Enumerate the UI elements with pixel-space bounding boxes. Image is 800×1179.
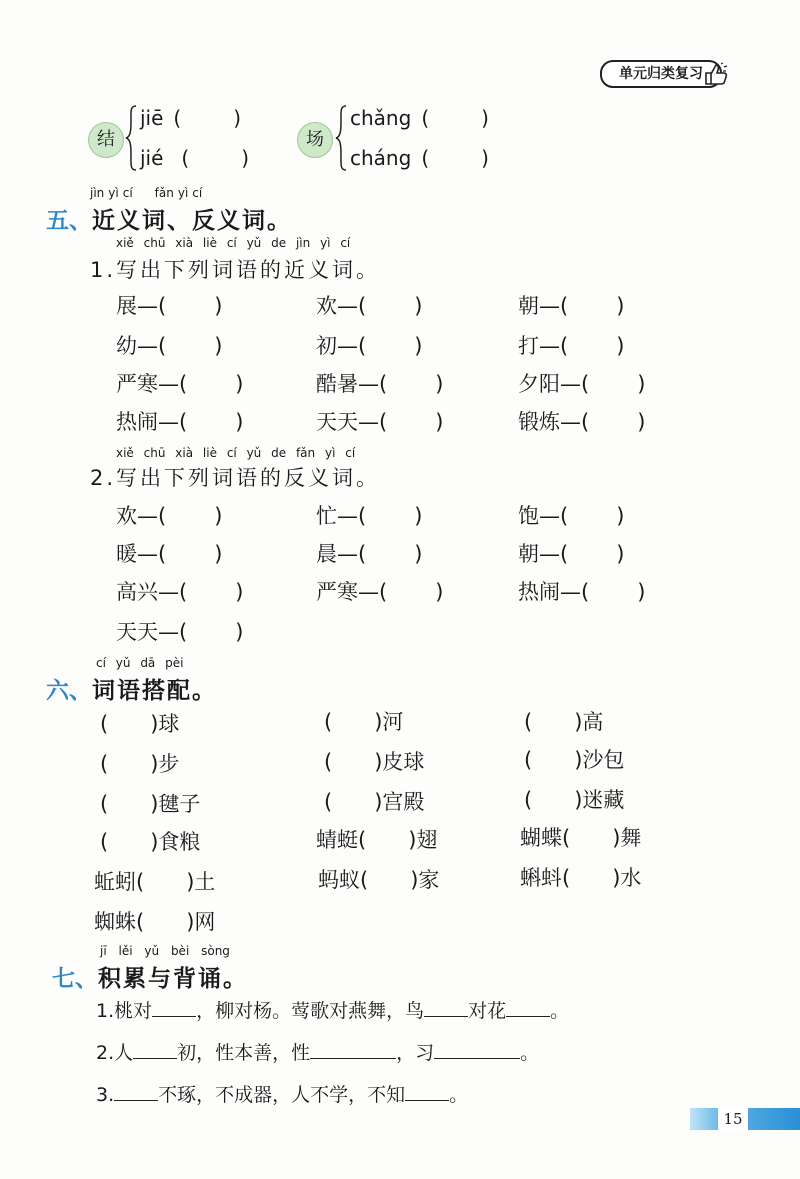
exercise-item[interactable]: 锻炼—( ) — [518, 410, 646, 434]
section-title: 近义词、反义词。 — [92, 208, 292, 234]
exercise-item[interactable]: 蝌蚪( )水 — [520, 866, 642, 890]
exercise-item[interactable]: ( )皮球 — [324, 750, 425, 774]
pinyin-annotation: jī lěi yǔ bèi sòng — [100, 944, 230, 958]
exercise-item[interactable]: 蜻蜓( )翅 — [316, 828, 438, 852]
exercise-item[interactable]: 严寒—( ) — [116, 372, 244, 396]
section-number: 六、 — [46, 678, 92, 704]
exercise-item[interactable]: 打—( ) — [518, 334, 625, 358]
fill-blank[interactable] — [434, 1038, 520, 1059]
exercise-item[interactable]: ( )步 — [100, 752, 180, 776]
exercise-item[interactable]: 天天—( ) — [116, 620, 244, 644]
reading-text: jiē — [140, 106, 164, 130]
pinyin-reading: cháng ( ) — [350, 146, 489, 170]
exercise-item[interactable]: 蝴蝶( )舞 — [520, 826, 642, 850]
recitation-line[interactable]: 3. 不琢，不成器，人不学，不知 。 — [96, 1080, 468, 1107]
exercise-item[interactable]: 幼—( ) — [116, 334, 223, 358]
section-5-heading — [46, 202, 292, 235]
page-number: 15 — [718, 1107, 748, 1131]
reading-text: jié — [140, 146, 164, 170]
section-7-heading — [52, 960, 248, 993]
exercise-item[interactable]: 展—( ) — [116, 294, 223, 318]
exercise-item[interactable]: ( )迷藏 — [524, 788, 625, 812]
pinyin-annotation: xiě chū xià liè cí yǔ de jìn yì cí — [116, 236, 351, 250]
pinyin-reading: chǎng ( ) — [350, 106, 489, 130]
polyphone-char-jie: 结 — [88, 122, 124, 158]
fill-blank[interactable] — [152, 996, 196, 1017]
exercise-item[interactable]: 酷暑—( ) — [316, 372, 444, 396]
fill-blank[interactable] — [133, 1038, 177, 1059]
exercise-item[interactable]: ( )沙包 — [524, 748, 625, 772]
pinyin-annotation: jìn yì cí fǎn yì cí — [90, 186, 203, 200]
fill-blank[interactable] — [405, 1080, 449, 1101]
exercise-item[interactable]: ( )球 — [100, 712, 180, 736]
exercise-item[interactable]: 热闹—( ) — [518, 580, 646, 604]
unit-review-badge: 单元归类复习 — [600, 60, 722, 88]
pinyin-annotation: cí yǔ dā pèi — [96, 656, 184, 670]
exercise-item[interactable]: 夕阳—( ) — [518, 372, 646, 396]
exercise-item[interactable]: 蜘蛛( )网 — [94, 910, 216, 934]
exercise-item[interactable]: 热闹—( ) — [116, 410, 244, 434]
exercise-item[interactable]: 严寒—( ) — [316, 580, 444, 604]
exercise-item[interactable]: 蚯蚓( )土 — [94, 870, 216, 894]
exercise-item[interactable]: 初—( ) — [316, 334, 423, 358]
exercise-item[interactable]: ( )宫殿 — [324, 790, 425, 814]
section-6-heading — [46, 672, 217, 705]
section-title: 词语搭配。 — [92, 678, 217, 704]
exercise-item[interactable]: ( )食粮 — [100, 830, 201, 854]
recitation-line[interactable]: 2.人 初，性本善，性 ，习 。 — [96, 1038, 539, 1065]
exercise-item[interactable]: 高兴—( ) — [116, 580, 244, 604]
fill-blank[interactable] — [114, 1080, 158, 1101]
section-number: 七、 — [52, 966, 98, 992]
synonym-instruction: 1.写出下列词语的近义词。 — [90, 258, 381, 282]
exercise-item[interactable]: ( )河 — [324, 710, 404, 734]
exercise-item[interactable]: 朝—( ) — [518, 294, 625, 318]
exercise-item[interactable]: 忙—( ) — [316, 504, 423, 528]
antonym-instruction: 2.写出下列词语的反义词。 — [90, 466, 381, 490]
pinyin-reading: jié ( ) — [140, 146, 250, 170]
exercise-item[interactable]: 欢—( ) — [316, 294, 423, 318]
exercise-item[interactable]: 欢—( ) — [116, 504, 223, 528]
fill-blank[interactable] — [310, 1038, 396, 1059]
pinyin-reading: jiē ( ) — [140, 106, 242, 130]
exercise-item[interactable]: 天天—( ) — [316, 410, 444, 434]
exercise-item[interactable]: 饱—( ) — [518, 504, 625, 528]
brace-icon — [124, 104, 138, 172]
thumbs-up-icon — [703, 62, 729, 86]
section-title: 积累与背诵。 — [98, 966, 248, 992]
reading-text: chǎng — [350, 106, 412, 130]
brace-icon — [334, 104, 348, 172]
fill-blank[interactable] — [506, 996, 550, 1017]
exercise-item[interactable]: 朝—( ) — [518, 542, 625, 566]
recitation-line[interactable]: 1.桃对 ，柳对杨。莺歌对燕舞，鸟 对花 。 — [96, 996, 569, 1023]
exercise-item[interactable]: 晨—( ) — [316, 542, 423, 566]
reading-text: cháng — [350, 146, 412, 170]
section-number: 五、 — [46, 208, 92, 234]
exercise-item[interactable]: ( )高 — [524, 710, 604, 734]
exercise-item[interactable]: 暖—( ) — [116, 542, 223, 566]
polyphone-char-chang: 场 — [297, 122, 333, 158]
exercise-item[interactable]: 蚂蚁( )家 — [318, 868, 440, 892]
fill-blank[interactable] — [424, 996, 468, 1017]
pinyin-annotation: xiě chū xià liè cí yǔ de fǎn yì cí — [116, 446, 356, 460]
exercise-item[interactable]: ( )毽子 — [100, 792, 201, 816]
